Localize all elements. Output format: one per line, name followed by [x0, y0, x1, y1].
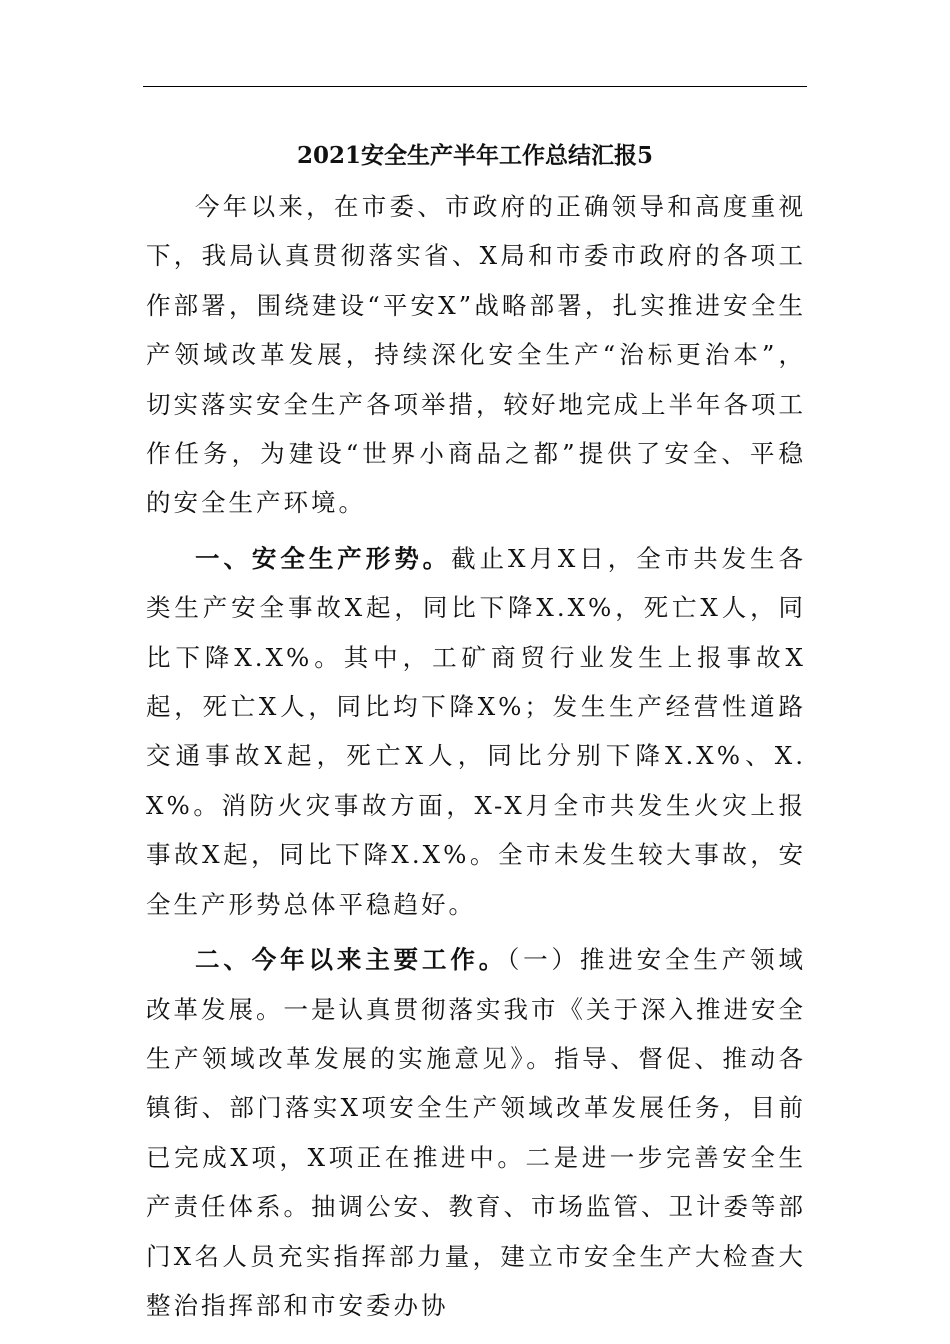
paragraph-main-work — [146, 935, 806, 1330]
paragraph-text: 今年以来，在市委、市政府的正确领导和高度重视下，我局认真贯彻落实省、X局和市委市政府的各项工作部署，围绕建设“平安X”战略部署，扎实推进安全生产领域改革发展，持续深化安全生产“治标更治本”，切实落实安全生产各项举措，较好地完成上半年各项工作任务，为建设“世界小商品之都”提供了安全、平稳的安全生产环境。 — [146, 192, 806, 518]
header-rule — [143, 86, 807, 87]
paragraph-intro — [146, 182, 806, 528]
paragraph-text: 截止X月X日，全市共发生各类生产安全事故X起，同比下降X.X%，死亡X人，同比下降X.X%。其中，工矿商贸行业发生上报事故X起，死亡X人，同比均下降X%；发生生产经营性道路交通事故X起，死亡X人，同比分别下降X.X%、X.X%。消防火灾事故方面，X-X月全市共发生火灾上报事故X起，同比下降X.X%。全市未发生较大事故，安全生产形势总体平稳趋好。 — [146, 543, 806, 919]
paragraph-lead: 二、今年以来主要工作。 — [195, 945, 508, 975]
document-body — [146, 182, 806, 1330]
document-title: 2021安全生产半年工作总结汇报5 — [296, 142, 654, 169]
paragraph-text: （一）推进安全生产领域改革发展。一是认真贯彻落实我市《关于深入推进安全生产领域改革发展的实施意见》。指导、督促、推动各镇街、部门落实X项安全生产领域改革发展任务，目前已完成X项，X项正在推进中。二是进一步完善安全生产责任体系。抽调公安、教育、市场监管、卫计委等部门X名人员充实指挥部力量，建立市安全生产大检查大整治指挥部和市安委办协 — [146, 945, 807, 1320]
paragraph-lead: 一、安全生产形势。 — [195, 543, 452, 573]
paragraph-safety-situation — [146, 534, 806, 929]
